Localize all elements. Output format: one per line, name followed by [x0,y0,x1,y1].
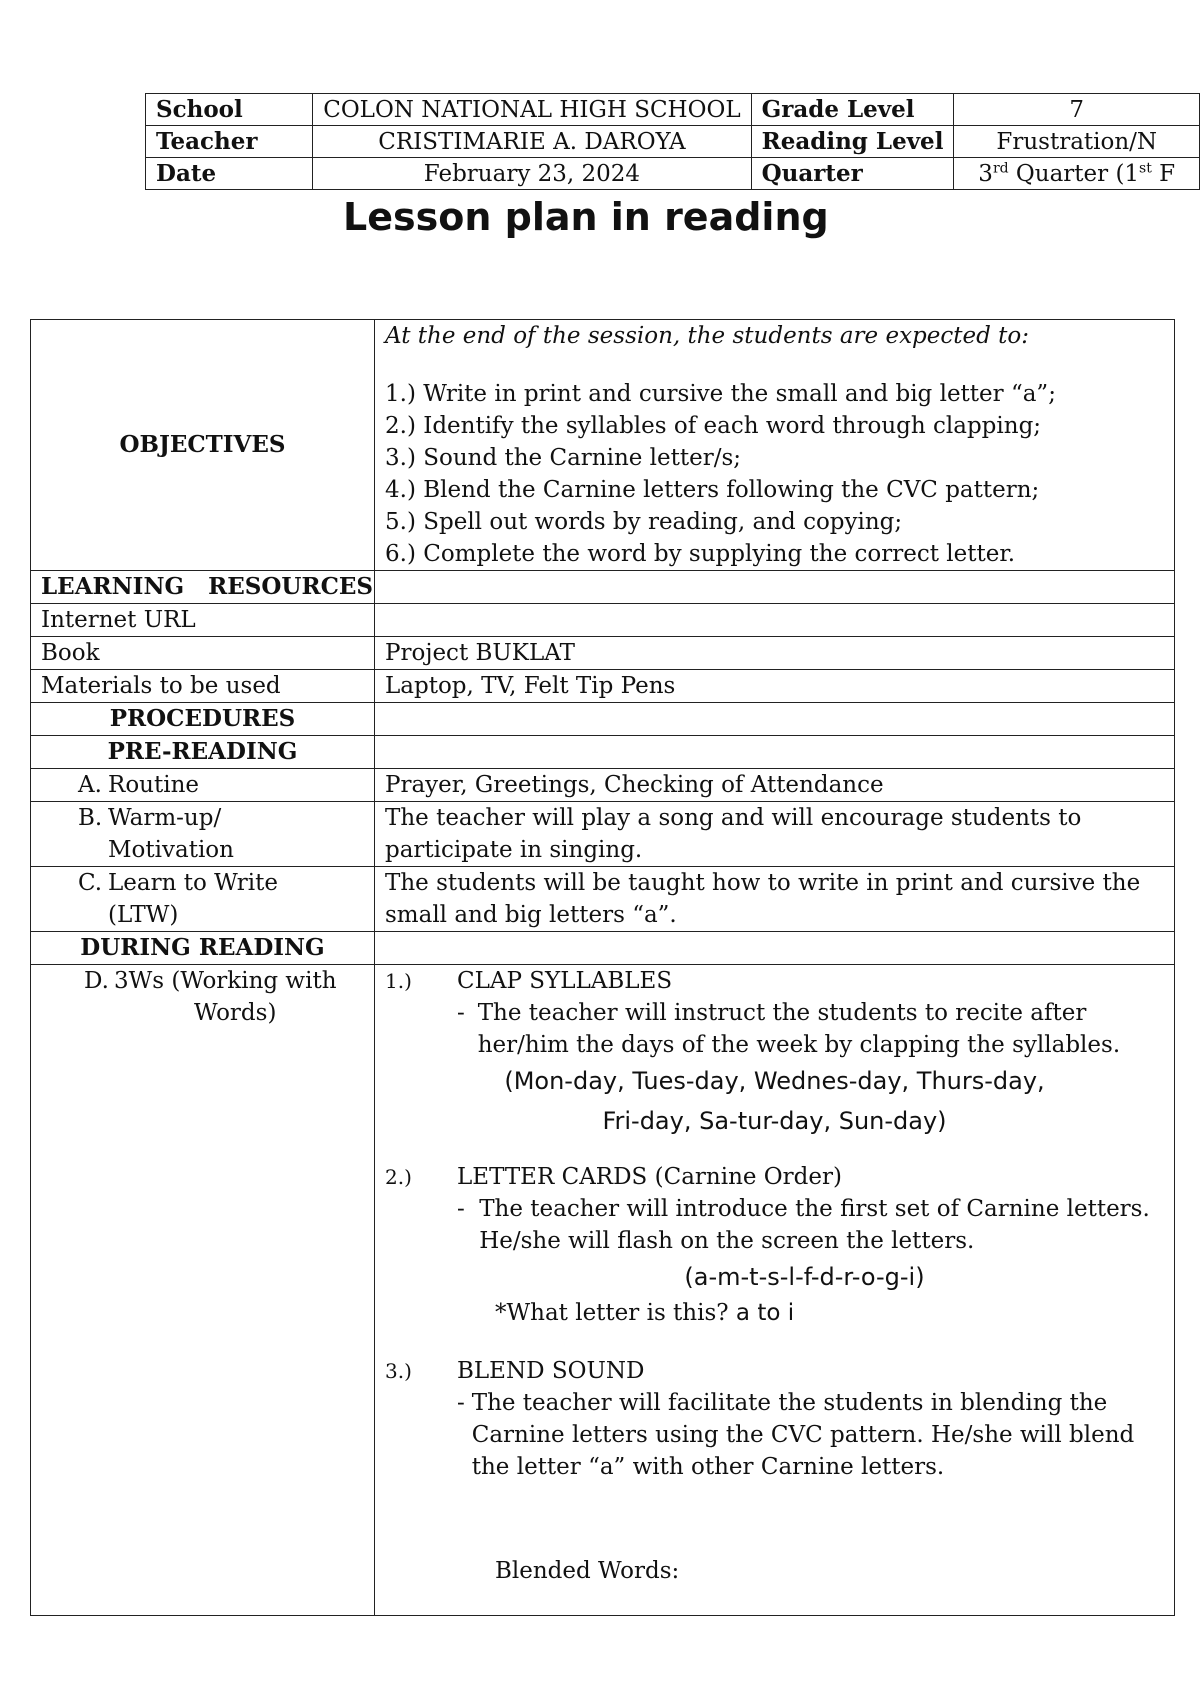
book-value: Project BUKLAT [375,637,1175,670]
pre-reading-row [31,736,1175,769]
header-row-school [146,94,1200,126]
materials-label: Materials to be used [31,670,375,703]
quarter-label: Quarter [751,158,954,190]
internet-url-row [31,604,1175,637]
objective-item: 2.) Identify the syllables of each word through clapping; [385,413,1042,439]
routine-label-cell [31,769,375,802]
grade-level-label: Grade Level [751,94,954,126]
warm-up-row [31,802,1175,867]
step-1-heading [385,965,1164,997]
learn-to-write-row [31,867,1175,932]
step-text: The teacher will facilitate the students in blending the Carnine letters using the CVC pattern. He/she will blend the letter “a” with other Carnine letters. [471,1390,1135,1480]
step-3-heading [385,1355,1164,1387]
step-number: 2.) [385,1165,412,1189]
learn-to-write-letter: C. [78,870,103,896]
school-value: COLON NATIONAL HIGH SCHOOL [313,94,751,126]
header-row-date [146,158,1200,190]
learn-to-write-label: Learn to Write [108,870,278,896]
dash-bullet: - [457,1000,465,1026]
step-title: BLEND SOUND [457,1358,645,1384]
date-label: Date [146,158,313,190]
step-1-example-line-1: (Mon-day, Tues-day, Wednes-day, Thurs-day, [504,1067,1045,1095]
date-value: February 23, 2024 [313,158,751,190]
materials-row [31,670,1175,703]
procedures-row [31,703,1175,736]
empty-cell [375,571,1175,604]
working-with-words-content [375,965,1175,1616]
step-text: The teacher will instruct the students to recite after her/him the days of the week by clapping the syllables. [477,1000,1121,1058]
internet-url-label: Internet URL [31,604,375,637]
objective-item: 4.) Blend the Carnine letters following the CVC pattern; [385,477,1040,503]
objective-item: 6.) Complete the word by supplying the correct letter. [385,541,1016,567]
quarter-text: Quarter (1 [1008,160,1140,187]
objective-item: 5.) Spell out words by reading, and copying; [385,509,903,535]
answer-text: a to i [735,1300,795,1326]
working-with-words-letter: D. [84,968,109,994]
dash-bullet: - [457,1390,465,1416]
school-label: School [146,94,313,126]
teacher-label: Teacher [146,126,313,158]
routine-label: Routine [108,772,200,798]
quarter-value [954,158,1200,190]
reading-level-value: Frustration/N [954,126,1200,158]
lesson-plan-table [30,319,1175,1616]
pre-reading-label: PRE-READING [31,736,375,769]
quarter-suffix: rd [992,159,1009,176]
empty-cell [375,736,1175,769]
book-label: Book [31,637,375,670]
step-text: The teacher will introduce the first set of Carnine letters. He/she will flash on the screen the letters. [479,1196,1150,1254]
header-info-table [145,93,1200,190]
warm-up-label-2: Motivation [108,837,234,863]
working-with-words-label-2: Words) [194,1000,277,1026]
objective-item: 3.) Sound the Carnine letter/s; [385,445,742,471]
step-1-example-line-2: Fri-day, Sa-tur-day, Sun-day) [602,1107,947,1135]
step-2-question [385,1297,1164,1329]
internet-url-value [375,604,1175,637]
during-reading-label: DURING READING [31,932,375,965]
teacher-value: CRISTIMARIE A. DAROYA [313,126,751,158]
objectives-content [375,320,1175,571]
objectives-label: OBJECTIVES [31,320,375,571]
step-2-example: (a-m-t-s-l-f-d-r-o-g-i) [684,1263,925,1291]
step-title: CLAP SYLLABLES [457,968,673,994]
objective-item: 1.) Write in print and cursive the small and big letter “a”; [385,381,1056,407]
working-with-words-row [31,965,1175,1616]
header-row-teacher [146,126,1200,158]
quarter-number: 3 [978,160,993,187]
objectives-row [31,320,1175,571]
routine-letter: A. [78,772,102,798]
resources-row [31,571,1175,604]
step-number: 1.) [385,969,412,993]
reading-level-label: Reading Level [751,126,954,158]
during-reading-row [31,932,1175,965]
working-with-words-label-cell [31,965,375,1616]
step-2-description [385,1193,1164,1257]
routine-value: Prayer, Greetings, Checking of Attendance [375,769,1175,802]
page-title: Lesson plan in reading [343,195,829,239]
routine-row [31,769,1175,802]
step-1-description [385,997,1164,1061]
learn-to-write-label-2: (LTW) [108,902,179,928]
blended-words-label: Blended Words: [495,1558,680,1584]
step-2-heading [385,1161,1164,1193]
warm-up-label-cell [31,802,375,867]
step-number: 3.) [385,1359,412,1383]
materials-value: Laptop, TV, Felt Tip Pens [375,670,1175,703]
warm-up-letter: B. [78,805,103,831]
empty-cell [375,932,1175,965]
step-3-description [385,1387,1164,1483]
working-with-words-label: 3Ws (Working with [114,968,337,994]
warm-up-label: Warm-up/ [108,805,222,831]
procedures-label: PROCEDURES [31,703,375,736]
empty-cell [375,703,1175,736]
objectives-intro: At the end of the session, the students are expected to: [385,323,1029,349]
question-text: *What letter is this? [495,1300,729,1326]
grade-level-value: 7 [954,94,1200,126]
quarter-suffix-2: st [1139,159,1152,176]
learn-to-write-value: The students will be taught how to write in print and cursive the small and big letters “a”. [375,867,1175,932]
step-title: LETTER CARDS (Carnine Order) [457,1164,842,1190]
warm-up-value: The teacher will play a song and will encourage students to participate in singing. [375,802,1175,867]
book-row [31,637,1175,670]
dash-bullet: - [457,1196,465,1222]
quarter-text-end: F [1151,160,1176,187]
learning-resources-label: LEARNING RESOURCES [31,571,375,604]
learn-to-write-label-cell [31,867,375,932]
